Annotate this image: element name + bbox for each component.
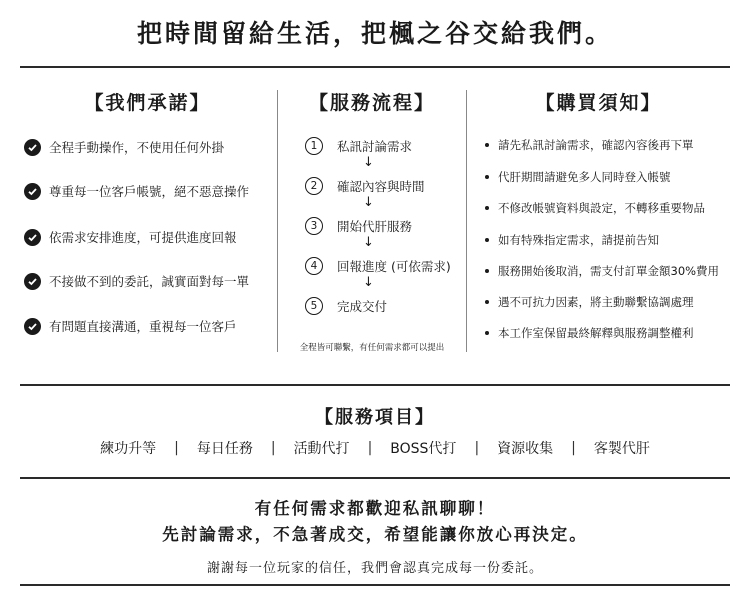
down-arrow-icon: ↓ xyxy=(363,195,374,210)
check-circle-icon xyxy=(24,139,41,156)
service-separator: | xyxy=(270,440,276,456)
services-list xyxy=(0,438,750,458)
purchase-item-label: 如有特殊指定需求，請提前告知 xyxy=(498,233,659,247)
purchase-item xyxy=(485,169,671,185)
bullet-dot-icon xyxy=(485,300,489,304)
promise-item-label: 全程手動操作，不使用任何外掛 xyxy=(49,140,225,155)
purchase-item xyxy=(485,325,694,341)
divider-lower xyxy=(20,477,730,479)
purchase-item xyxy=(485,294,694,310)
flow-step-label: 開始代肝服務 xyxy=(337,219,413,234)
purchase-item-label: 不修改帳號資料與設定，不轉移重要物品 xyxy=(498,201,705,215)
purchase-item-label: 代肝期間請避免多人同時登入帳號 xyxy=(498,170,671,184)
check-circle-icon xyxy=(24,273,41,290)
service-separator: | xyxy=(174,440,179,456)
flow-step-label: 完成交付 xyxy=(337,299,388,314)
thanks-line: 謝謝每一位玩家的信任，我們會認真完成每一份委託。 xyxy=(206,561,543,576)
down-arrow-icon: ↓ xyxy=(363,275,374,290)
flow-step-label: 確認內容與時間 xyxy=(337,179,425,194)
service-separator: | xyxy=(474,440,480,456)
purchase-item-label: 遇不可抗力因素，將主動聯繫協調處理 xyxy=(498,295,694,309)
bullet-dot-icon xyxy=(485,331,489,335)
bullet-dot-icon xyxy=(485,238,489,242)
purchase-item-label: 本工作室保留最終解釋與服務調整權利 xyxy=(498,326,694,340)
service-separator: | xyxy=(367,440,373,456)
flow-step xyxy=(305,177,425,195)
check-circle-icon xyxy=(24,318,41,335)
circled-number-icon: 3 xyxy=(305,217,323,235)
column-divider-left xyxy=(277,90,278,352)
check-circle-icon xyxy=(24,229,41,246)
flow-step xyxy=(305,137,412,155)
flow-step xyxy=(305,297,387,315)
check-circle-icon xyxy=(24,183,41,200)
service-item: 練功升等 xyxy=(100,441,157,457)
promise-item-label: 有問題直接溝通，重視每一位客戶 xyxy=(49,319,237,334)
circled-number-icon: 1 xyxy=(305,137,323,155)
divider-bottom xyxy=(20,584,730,586)
bullet-dot-icon xyxy=(485,206,489,210)
service-item: 客製代肝 xyxy=(593,441,650,457)
purchase-item xyxy=(485,137,694,153)
bullet-dot-icon xyxy=(485,269,489,273)
promise-item-label: 依需求安排進度，可提供進度回報 xyxy=(49,230,237,245)
promise-item xyxy=(24,182,249,200)
down-arrow-icon: ↓ xyxy=(363,155,374,170)
services-heading: 【服務項目】 xyxy=(315,407,435,428)
service-item: 資源收集 xyxy=(497,441,554,457)
flow-step xyxy=(305,217,412,235)
purchase-item xyxy=(485,200,705,216)
service-item: BOSS代打 xyxy=(390,441,457,457)
promise-item xyxy=(24,228,237,246)
flow-step-label: 回報進度 (可依需求) xyxy=(337,259,451,274)
bullet-dot-icon xyxy=(485,143,489,147)
promise-item-label: 不接做不到的委託，誠實面對每一單 xyxy=(49,274,250,289)
closing-line-2: 先討論需求，不急著成交，希望能讓你放心再決定。 xyxy=(162,525,588,544)
service-separator: | xyxy=(571,440,576,456)
bullet-dot-icon xyxy=(485,175,489,179)
down-arrow-icon: ↓ xyxy=(363,235,374,250)
page-title: 把時間留給生活，把楓之谷交給我們。 xyxy=(136,19,613,48)
service-item: 活動代打 xyxy=(293,441,350,457)
service-item: 每日任務 xyxy=(196,441,253,457)
purchase-item-label: 服務開始後取消，需支付訂單金額30%費用 xyxy=(498,264,720,278)
promise-heading: 【我們承諾】 xyxy=(84,92,211,114)
promise-item xyxy=(24,317,237,335)
closing-line-1: 有任何需求都歡迎私訊聊聊！ xyxy=(254,499,496,518)
flow-heading: 【服務流程】 xyxy=(308,92,435,114)
flow-step-label: 私訊討論需求 xyxy=(337,139,413,154)
circled-number-icon: 4 xyxy=(305,257,323,275)
column-divider-right xyxy=(466,90,467,352)
promise-item xyxy=(24,272,249,290)
purchase-heading: 【購買須知】 xyxy=(535,92,662,114)
promise-item xyxy=(24,138,224,156)
circled-number-icon: 2 xyxy=(305,177,323,195)
purchase-item xyxy=(485,232,659,248)
purchase-item-label: 請先私訊討論需求，確認內容後再下單 xyxy=(498,138,694,152)
divider-middle xyxy=(20,384,730,386)
flow-step xyxy=(305,257,451,275)
circled-number-icon: 5 xyxy=(305,297,323,315)
divider-top xyxy=(20,66,730,68)
flow-note: 全程皆可聯繫，有任何需求都可以提出 xyxy=(299,343,445,353)
purchase-item xyxy=(485,263,719,279)
promise-item-label: 尊重每一位客戶帳號，絕不惡意操作 xyxy=(49,184,250,199)
